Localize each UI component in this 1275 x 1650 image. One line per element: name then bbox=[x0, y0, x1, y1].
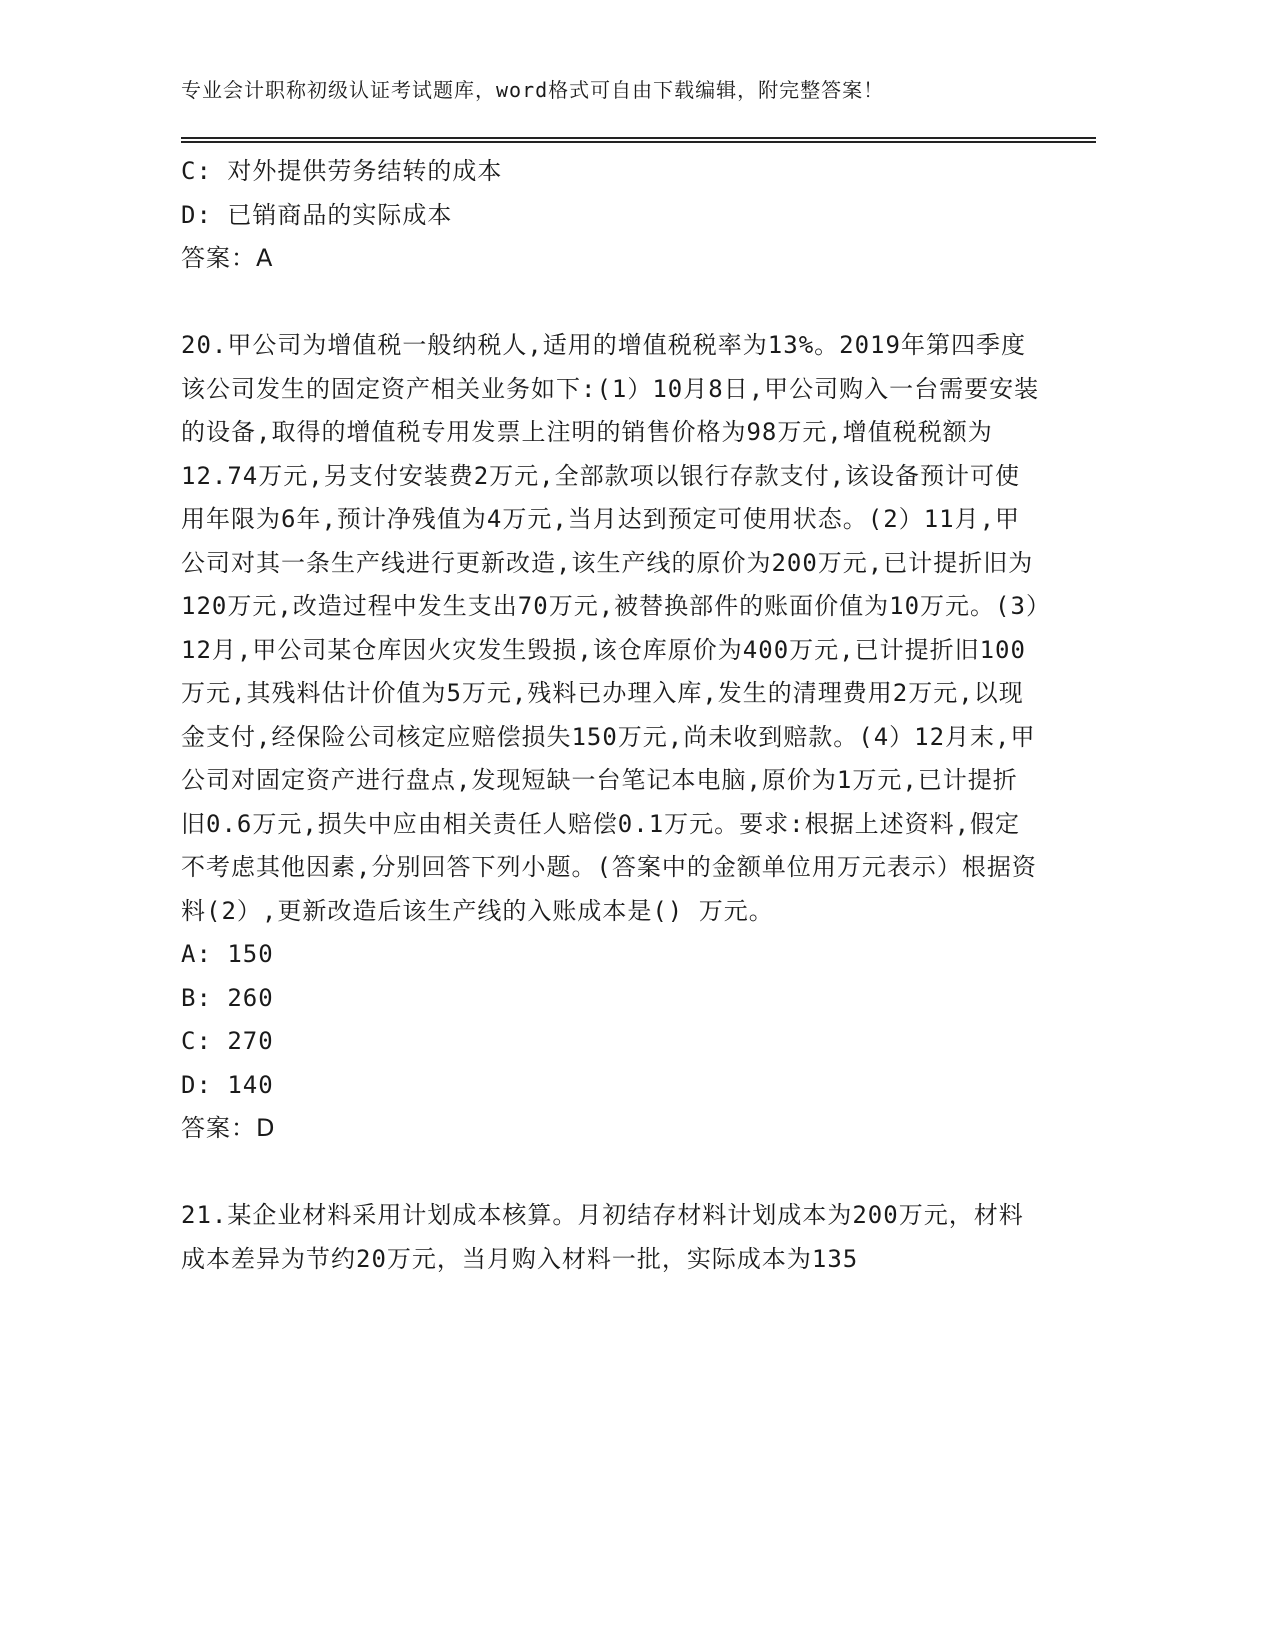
header-rule-top bbox=[181, 137, 1096, 139]
question-21-text: 21.某企业材料采用计划成本核算。月初结存材料计划成本为200万元，材料成本差异为节约20万元，当月购入材料一批，实际成本为135 bbox=[181, 1201, 1024, 1273]
question-20-text: 20.甲公司为增值税一般纳税人,适用的增值税税率为13%。2019年第四季度该公司发生的固定资产相关业务如下:(1）10月8日,甲公司购入一台需要安装的设备,取得的增值税专用发票上注明的销售价格为98万元,增值税税额为12.74万元,另支付安装费2万元,全部款项以银行存款支付,该设备预计可使用年限为6年,预计净残值为4万元,当月达到预定可使用状态。(2）11月,甲公司对其一条生产线进行更新改造,该生产线的原价为200万元,已计提折旧为120万元,改造过程中发生支出70万元,被替换部件的账面价值为10万元。(3）12月,甲公司某仓库因火灾发生毁损,该仓库原价为400万元,已计提折旧100万元,其残料估计价值为5万元,残料已办理入库,发生的清理费用2万元,以现金支付,经保险公司核定应赔偿损失150万元,尚未收到赔款。(4）12月末,甲公司对固定资产进行盘点,发现短缺一台笔记本电脑,原价为1万元,已计提折旧0.6万元,损失中应由相关责任人赔偿0.1万元。要求:根据上述资料,假定不考虑其他因素,分别回答下列小题。(答案中的金额单位用万元表示）根据资料(2）,更新改造后该生产线的入账成本是() 万元。 bbox=[181, 331, 1040, 925]
q20-option-c: C: 270 bbox=[181, 1027, 274, 1055]
spacer bbox=[181, 1151, 1041, 1195]
page-header: 专业会计职称初级认证考试题库，word格式可自由下载编辑，附完整答案！ bbox=[181, 78, 885, 102]
prev-answer: 答案：A bbox=[181, 244, 274, 272]
page-content bbox=[181, 150, 1041, 1281]
header-rule-bottom bbox=[181, 141, 1096, 143]
q20-option-d: D: 140 bbox=[181, 1070, 274, 1099]
spacer bbox=[181, 281, 1041, 325]
prev-option-d: D: 已销商品的实际成本 bbox=[181, 200, 453, 229]
q20-option-b: B: 260 bbox=[181, 983, 274, 1012]
q20-option-a: A: 150 bbox=[181, 940, 274, 968]
q20-answer: 答案：D bbox=[181, 1114, 276, 1142]
prev-option-c: C: 对外提供劳务结转的成本 bbox=[181, 157, 503, 185]
